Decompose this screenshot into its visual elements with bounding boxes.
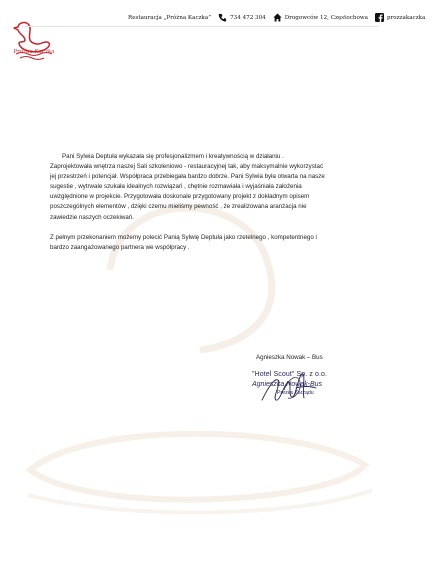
phone-number: 734 472 304 [230, 14, 266, 21]
home-icon [273, 13, 282, 22]
body-line: zawiedzie naszych oczekiwań. [50, 213, 134, 221]
body-line: bardzo zaangażowanego partnera we współpracy . [50, 243, 190, 251]
letter-body [50, 152, 350, 253]
phone-contact [218, 13, 266, 22]
stamp-person: Agnieszka Nowak-Bus [252, 380, 323, 388]
stamp-company: "Hotel Scout" Sp. z o.o. [252, 371, 328, 378]
body-line: uwzględnione w projekcie. Przygotowała doskonale przygotowany projekt z dokładnym opisem [50, 193, 310, 201]
logo-wordmark: Próżna Kaczka [13, 49, 55, 55]
facebook-handle: prozzakaczka [386, 14, 426, 21]
address-text: Drogowców 12, Częstochowa [284, 14, 368, 21]
restaurant-name: Restauracja „Próżna Kaczka” [128, 14, 212, 21]
body-line: jej przestrzeń i potencjał. Współpraca przebiegała bardzo dobrze. Pani Sylwia była otwarta na nasze [50, 173, 325, 181]
header-divider [22, 26, 378, 27]
body-line: Pani Sylwia Deptuła wykazała się profesjonalizmem i kreatywnością w działaniu . [62, 153, 284, 160]
header-contact-line [128, 13, 432, 22]
address-contact [273, 13, 368, 22]
signatory-name: Agnieszka Nowak – Bus [256, 354, 323, 361]
facebook-contact[interactable] [375, 13, 425, 22]
body-line: Z pełnym przekonaniem możemy polecić Panią Sylwię Deptuła jako rzetelnego , kompetentnego i [50, 233, 317, 241]
facebook-icon [375, 13, 384, 22]
body-line: poszczególnych elementów , dzięki czemu mieliśmy pewność , że zrealizowana aranżacja nie [50, 203, 307, 211]
stamp-role: Prezes Zarządu [277, 390, 314, 396]
body-line: Zaprojektowała wnętrza naszej Sali szkoleniowo - restauracyjnej tak, aby maksymalnie wykorzystać [50, 163, 324, 171]
handwritten-signature [258, 370, 320, 406]
body-line: sugestie , wytrwale szukała idealnych rozwiązań , chętnie rozmawiała i wyjaśniała założenia [50, 183, 302, 191]
phone-icon [218, 13, 227, 22]
